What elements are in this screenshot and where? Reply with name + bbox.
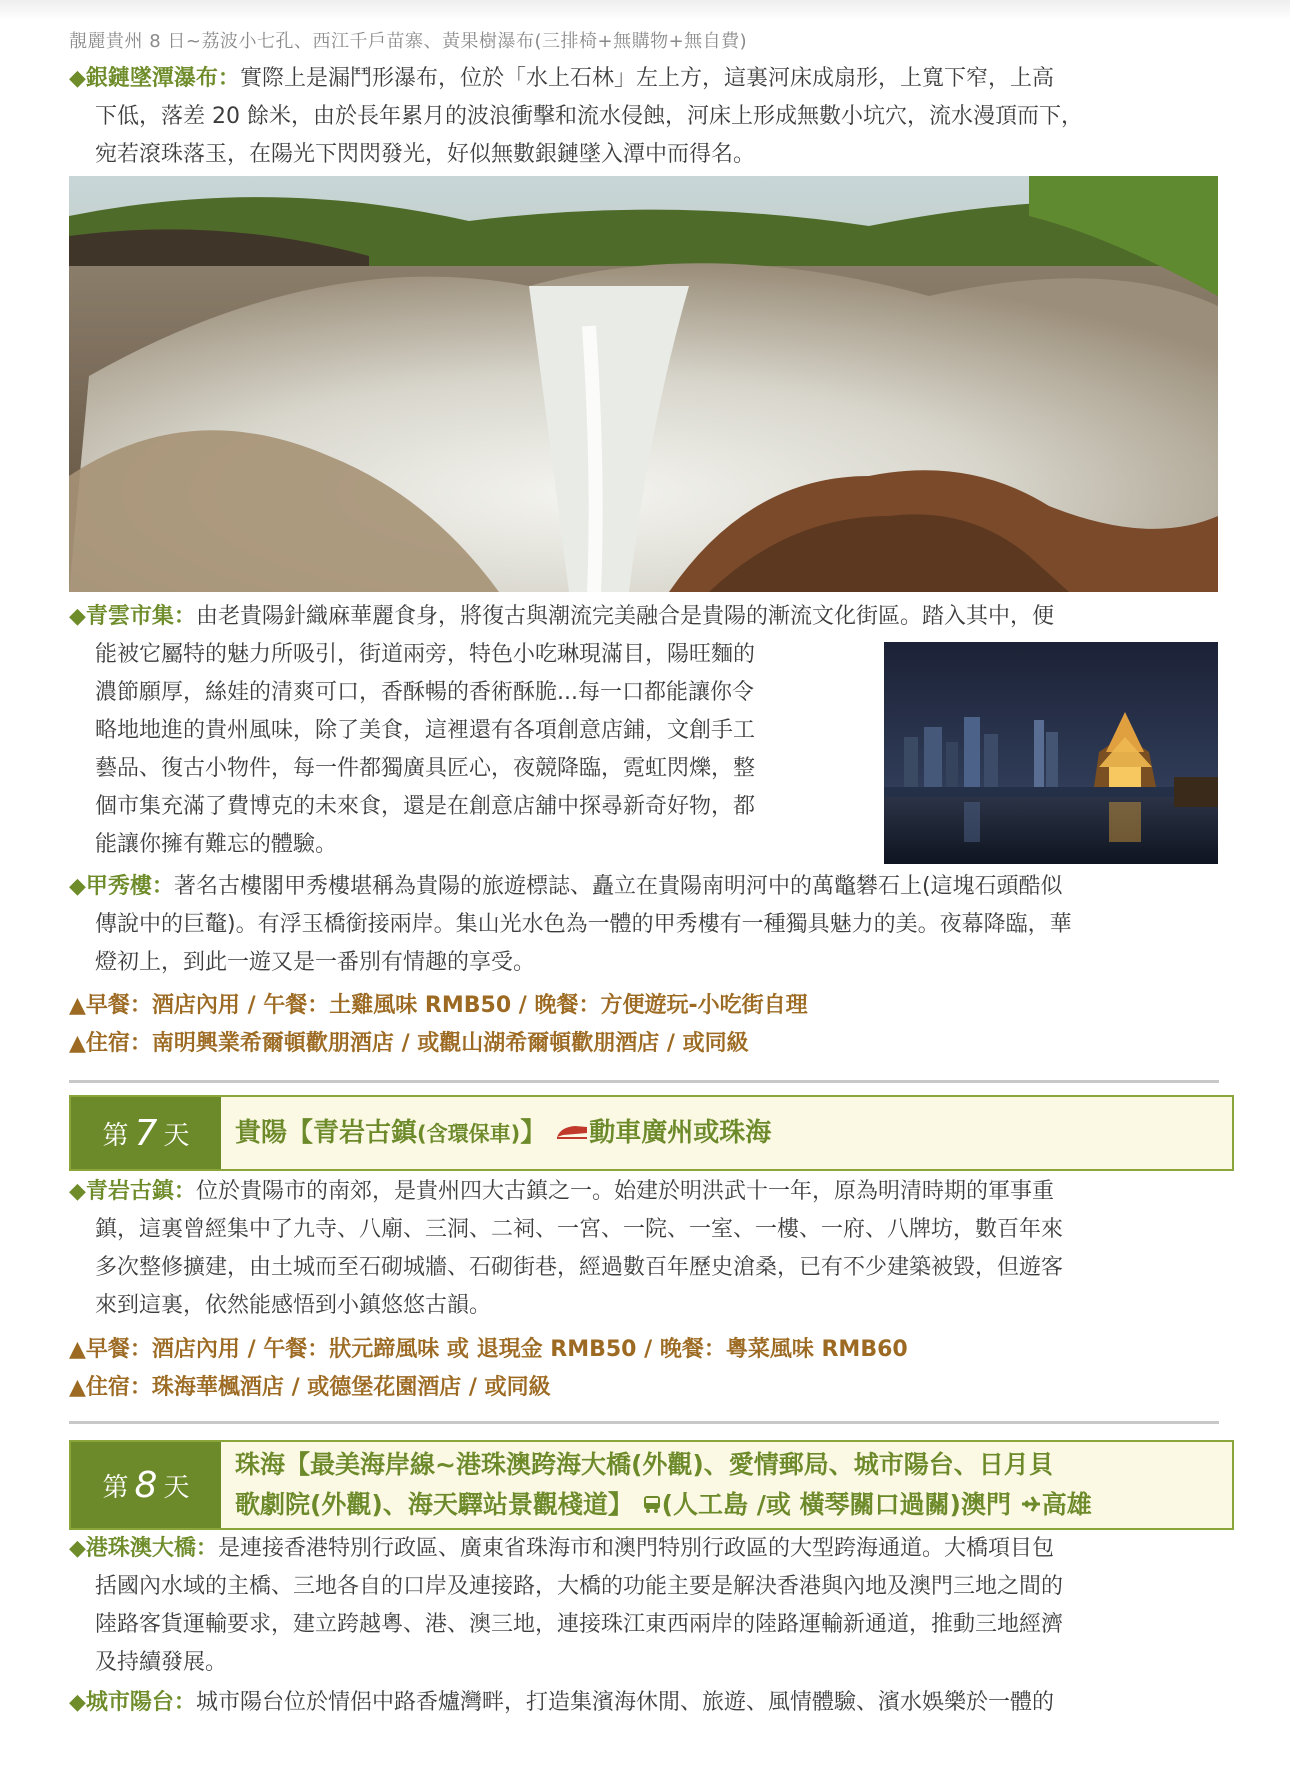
day-prefix: 第	[102, 1472, 129, 1503]
day7-title-small: (含環保車)	[417, 1121, 521, 1146]
section-chengshi	[69, 1684, 1219, 1722]
section-line: 括國內水域的主橋、三地各自的口岸及連接路，大橋的功能主要是解決香港與內地及澳門三地之間的	[95, 1574, 1064, 1599]
day7-title-b: 】	[520, 1117, 547, 1148]
section-qingyan	[69, 1173, 1219, 1325]
day8-label	[71, 1442, 221, 1528]
section-line: 著名古樓閣甲秀樓堪稱為貴陽的旅遊標誌、矗立在貴陽南明河中的萬鼈礬石上(這塊石頭酷似	[173, 874, 1063, 899]
day7-meal	[69, 1332, 908, 1363]
day-number: 7	[134, 1112, 158, 1154]
day7-title-c: 動車廣州或珠海	[589, 1117, 772, 1148]
section-line: 藝品、復古小物件，每一件都獨廣具匠心，夜競降臨，霓虹閃爍，整	[95, 756, 756, 781]
page-header: 靚麗貴州 8 日~荔波小七孔、西江千戶苗寨、黃果樹瀑布(三排椅+無購物+無自費)	[69, 31, 748, 52]
section-line: 宛若滾珠落玉，在陽光下閃閃發光，好似無數銀鏈墜入潭中而得名。	[95, 142, 756, 167]
section-line: 能讓你擁有難忘的體驗。	[95, 832, 338, 857]
triangle-icon: ▲	[69, 1375, 86, 1400]
day8-title-line1: 珠海【最美海岸線~港珠澳跨海大橋(外觀)、愛情郵局、城市陽台、日月貝	[235, 1449, 1054, 1479]
section-line: 濃節願厚，絲娃的清爽可口，香酥暢的香術酥脆...每一口都能讓你令	[95, 680, 754, 705]
section-line: 個市集充滿了費博克的未來食，還是在創意店舖中探尋新奇好物，都	[95, 794, 756, 819]
bullet-icon: ◆	[69, 874, 86, 899]
day-number: 8	[134, 1464, 158, 1506]
section-line: 來到這裏，依然能感悟到小鎮悠悠古韻。	[95, 1293, 492, 1318]
day7-hotel	[69, 1370, 551, 1401]
divider	[69, 1421, 1219, 1424]
section-term: 青岩古鎮：	[85, 1179, 196, 1204]
section-term: 港珠澳大橋：	[85, 1536, 218, 1561]
triangle-icon: ▲	[69, 1031, 86, 1056]
day6-meal	[69, 988, 808, 1019]
day6-hotel	[69, 1026, 749, 1057]
day7-title	[235, 1097, 1222, 1169]
day-suffix: 天	[163, 1120, 190, 1151]
section-line: 陸路客貨運輸要求，建立跨越粵、港、澳三地，連接珠江東西兩岸的陸路運輸新通道，推動三地經濟	[95, 1612, 1064, 1637]
triangle-icon: ▲	[69, 1337, 86, 1362]
section-line: 由老貴陽針織麻華麗食身，將復古與潮流完美融合是貴陽的漸流文化街區。踏入其中，便	[195, 604, 1054, 629]
section-line: 略地地進的貴州風味，除了美食，這裡還有各項創意店鋪，文創手工	[95, 718, 756, 743]
bullet-icon: ◆	[69, 1536, 86, 1561]
section-term: 城市陽台：	[85, 1690, 196, 1715]
train-icon	[555, 1114, 589, 1152]
section-line: 燈初上，到此一遊又是一番別有情趣的享受。	[95, 950, 536, 975]
day8-title-line2c: 高雄	[1041, 1489, 1092, 1519]
section-line: 多次整修擴建，由土城而至石砌城牆、石砌街巷，經過數百年歷史滄桑，已有不少建築被毀，但遊客	[95, 1255, 1064, 1280]
meal-text: 早餐：酒店內用 / 午餐：狀元蹄風味 或 退現金 RMB50 / 晚餐：粵菜風味 RMB60	[85, 1337, 908, 1362]
section-term: 甲秀樓：	[85, 874, 174, 899]
day-prefix: 第	[102, 1120, 129, 1151]
hotel-text: 住宿：南明興業希爾頓歡朋酒店 / 或觀山湖希爾頓歡朋酒店 / 或同級	[85, 1031, 749, 1056]
section-line: 及持續發展。	[95, 1650, 228, 1675]
section-term: 銀鏈墜潭瀑布：	[85, 66, 240, 91]
day8-title-line2b: (人工島 /或 橫琴關口過關)澳門	[661, 1489, 1011, 1519]
day7-header	[69, 1095, 1234, 1171]
section-line: 鎮，這裏曾經集中了九寺、八廟、三洞、二祠、一宮、一院、一室、一樓、一府、八牌坊，數百年來	[95, 1217, 1064, 1242]
section-line: 是連接香港特別行政區、廣東省珠海市和澳門特別行政區的大型跨海通道。大橋項目包	[217, 1536, 1054, 1561]
day7-title-a: 貴陽【青岩古鎮	[235, 1117, 418, 1148]
divider	[69, 1080, 1219, 1083]
section-line: 能被它屬特的魅力所吸引，街道兩旁，特色小吃琳現滿目，陽旺麵的	[95, 642, 756, 667]
night-city-photo	[884, 642, 1218, 864]
day7-label	[71, 1097, 221, 1169]
section-line: 下低，落差 20 餘米，由於長年累月的波浪衝擊和流水侵蝕，河床上形成無數小坑穴，流水漫頂而下，	[95, 104, 1083, 129]
hotel-text: 住宿：珠海華楓酒店 / 或德堡花園酒店 / 或同級	[85, 1375, 551, 1400]
day8-header	[69, 1440, 1234, 1530]
day-suffix: 天	[163, 1472, 190, 1503]
section-line: 位於貴陽市的南郊，是貴州四大古鎮之一。始建於明洪武十一年，原為明清時期的軍事重	[195, 1179, 1054, 1204]
bullet-icon: ◆	[69, 604, 86, 629]
section-jiaxiu	[69, 868, 1219, 982]
section-gangzhuao	[69, 1530, 1219, 1682]
section-line: 實際上是漏鬥形瀑布，位於「水上石林」左上方，這裏河床成扇形，上寬下窄，上高	[239, 66, 1054, 91]
day8-title	[235, 1442, 1222, 1528]
section-yinlian	[69, 60, 1219, 174]
waterfall-photo	[69, 176, 1218, 592]
section-term: 青雲市集：	[85, 604, 196, 629]
triangle-icon: ▲	[69, 993, 86, 1018]
meal-text: 早餐：酒店內用 / 午餐：土雞風味 RMB50 / 晚餐：方便遊玩-小吃街自理	[85, 993, 808, 1018]
bullet-icon: ◆	[69, 66, 86, 91]
plane-icon	[1020, 1486, 1042, 1526]
top-shadow	[0, 0, 1290, 20]
bullet-icon: ◆	[69, 1690, 86, 1715]
section-line: 傳說中的巨鼇)。有浮玉橋銜接兩岸。集山光水色為一體的甲秀樓有一種獨具魅力的美。夜幕降臨，華	[95, 912, 1072, 937]
day8-title-line2a: 歌劇院(外觀)、海天驛站景觀棧道】	[235, 1489, 633, 1519]
bus-icon	[642, 1486, 662, 1526]
bullet-icon: ◆	[69, 1179, 86, 1204]
section-line: 城市陽台位於情侶中路香爐灣畔，打造集濱海休閒、旅遊、風情體驗、濱水娛樂於一體的	[195, 1690, 1054, 1715]
